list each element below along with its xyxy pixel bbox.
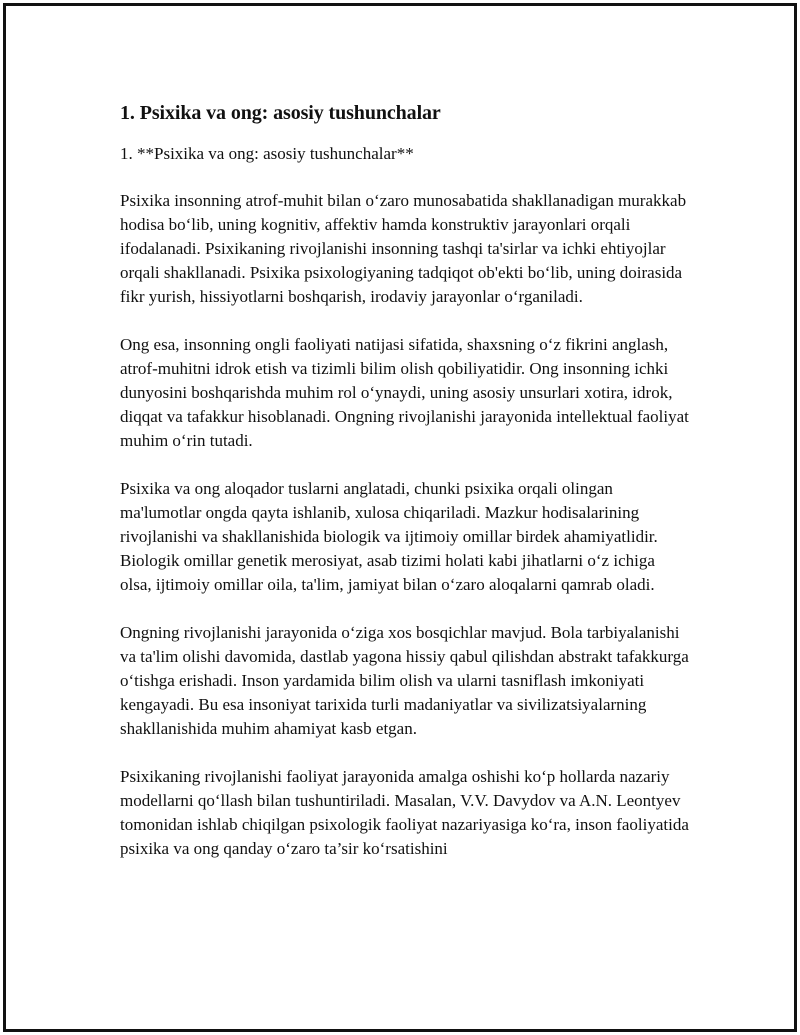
paragraph-1: Psixika insonning atrof-muhit bilan o‘zaro munosabatida shakllanadigan murakkab hodisa bo‘lib, uning kognitiv, affektiv hamda konstruktiv jarayonlari orqali ifodalanadi. Psixikaning rivojlanishi insonning tashqi ta'sirlar va ichki ehtiyojlar orqali shakllanadi. Psixika psixologiyaning tadqiqot ob'ekti bo‘lib, uning doirasida fikr yurish, hissiyotlarni boshqarish, irodaviy jarayonlar o‘rganiladi. (120, 191, 687, 306)
paragraph-2: Ong esa, insonning ongli faoliyati natijasi sifatida, shaxsning o‘z fikrini anglash, atrof-muhitni idrok etish va tizimli bilim olish qobiliyatidir. Ong insonning ichki dunyosini boshqarishda muhim rol o‘ynaydi, uning asosiy unsurlari xotira, idrok, diqqat va tafakkur hisoblanadi. Ongning rivojlanishi jarayonida intellektual faoliyat muhim o‘rin tutadi. (120, 335, 689, 450)
document-body (120, 100, 690, 861)
page-title: 1. Psixika va ong: asosiy tushunchalar (120, 102, 441, 124)
section-subheading: 1. **Psixika va ong: asosiy tushunchalar** (120, 144, 414, 163)
paragraph-3: Psixika va ong aloqador tuslarni anglatadi, chunki psixika orqali olingan ma'lumotlar ongda qayta ishlanib, xulosa chiqariladi. Mazkur hodisalarining rivojlanishi va shakllanishida biologik va ijtimoiy omillar birdek ahamiyatlidir. Biologik omillar genetik merosiyat, asab tizimi holati kabi jihatlarni o‘z ichiga olsa, ijtimoiy omillar oila, ta'lim, jamiyat bilan o‘zaro aloqalarni qamrab oladi. (120, 479, 658, 594)
paragraph-5: Psixikaning rivojlanishi faoliyat jarayonida amalga oshishi ko‘p hollarda nazariy modellarni qo‘llash bilan tushuntiriladi. Masalan, V.V. Davydov va A.N. Leontyev tomonidan ishlab chiqilgan psixologik faoliyat nazariyasiga ko‘ra, inson faoliyatida psixika va ong qanday o‘zaro ta’sir ko‘rsatishini (120, 767, 689, 858)
page-frame (3, 3, 797, 1032)
paragraph-4: Ongning rivojlanishi jarayonida o‘ziga xos bosqichlar mavjud. Bola tarbiyalanishi va ta'lim olishi davomida, dastlab yagona hissiy qabul qilishdan abstrakt tafakkurga o‘tishga erishadi. Inson yardamida bilim olish va ularni tasniflash imkoniyati kengayadi. Bu esa insoniyat tarixida turli madaniyatlar va sivilizatsiyalarning shakllanishida muhim ahamiyat kasb etgan. (120, 623, 689, 738)
